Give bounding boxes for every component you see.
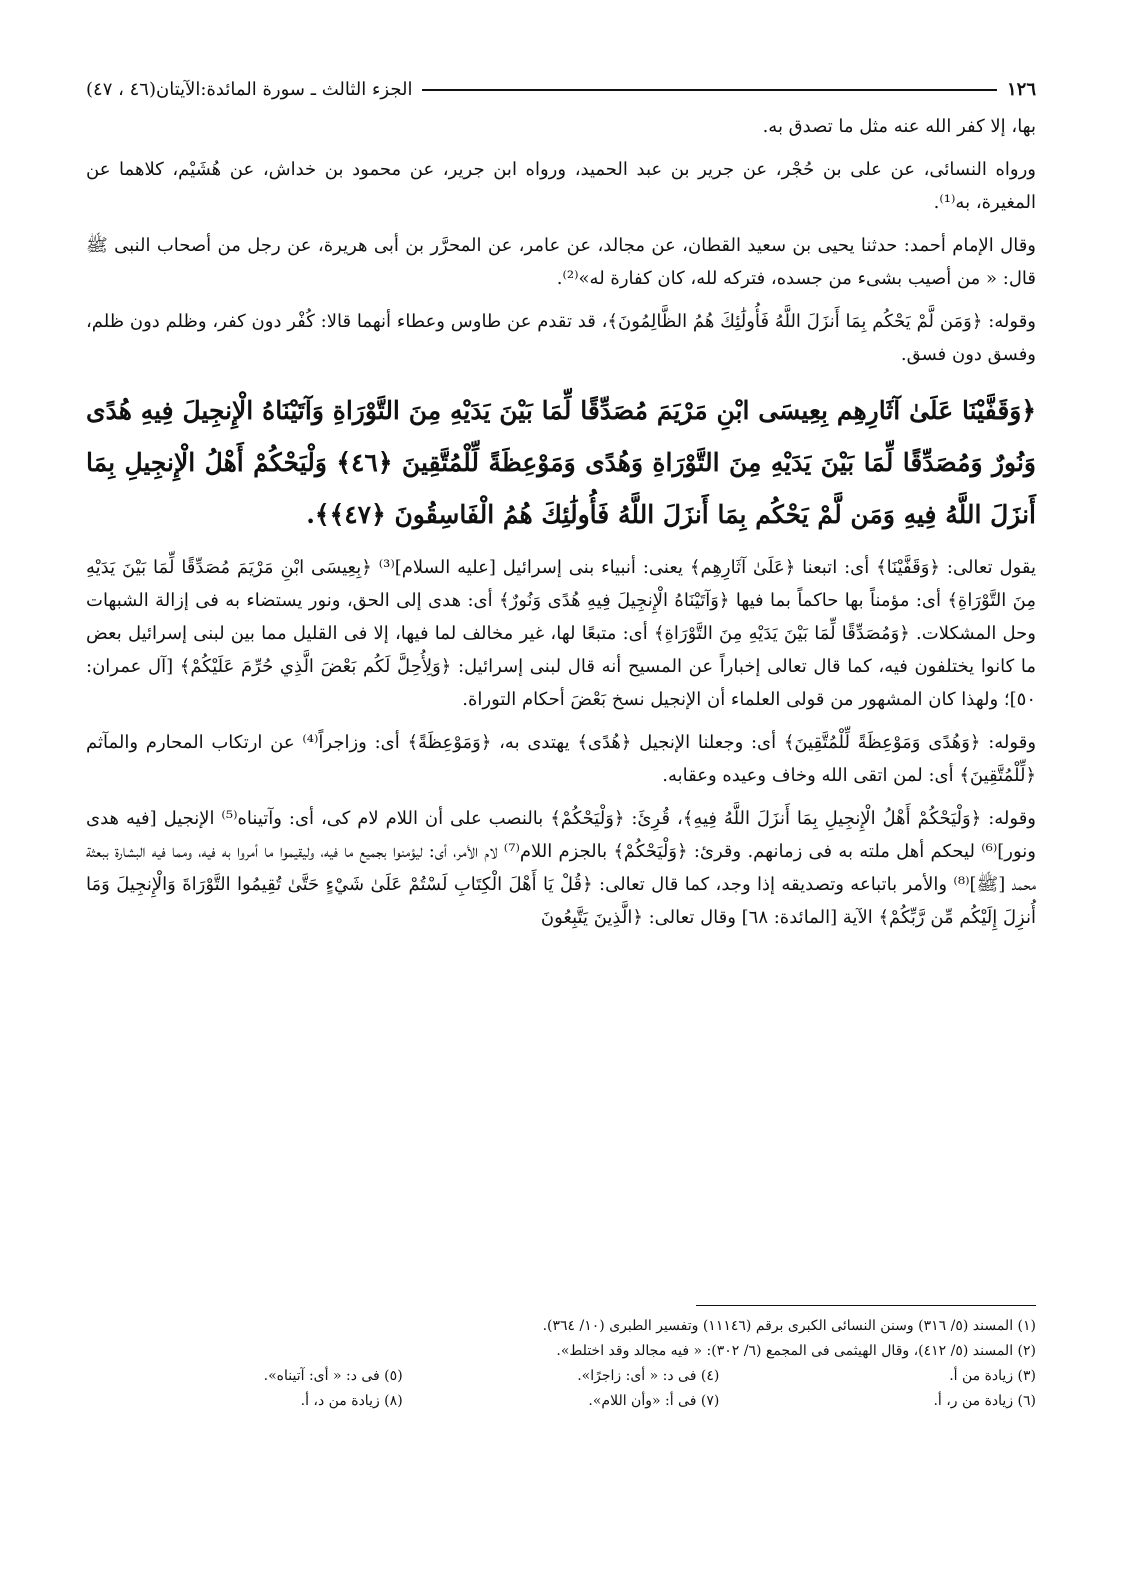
footnote-3: (٣) زيادة من أ. [949,1368,1036,1384]
footnote-6: (٦) زيادة من ر، أ. [933,1393,1036,1409]
footnote-5: (٥) فى د: « أى: آتيناه». [263,1368,403,1384]
footnote-4: (٤) فى د: « أى: زاجرًا». [577,1368,720,1384]
footnote-2: (٢) المسند (٥/ ٤١٢)، وقال الهيثمى فى المجمع (٦/ ٣٠٢): « فيه مجالد وقد اختلط». [556,1343,1036,1359]
footnote-1: (١) المسند (٥/ ٣١٦) وسنن النسائى الكبرى برقم (١١١٤٦) وتفسير الطبرى (١٠/ ٣٦٤). [542,1318,1036,1334]
paragraph-1: بها، إلا كفر الله عنه مثل ما تصدق به. [762,116,1036,137]
header-rule [422,89,997,91]
paragraph-3: وقال الإمام أحمد: حدثنا يحيى بن سعيد القطان، عن مجالد، عن عامر، عن المحرَّر بن أبى هريرة، عن رجل من أصحاب النبى ﷺ قال: « من أصيب بشىء من جسده، فتركه لله، كان كفارة له»⁽²⁾. [86,235,1036,289]
tafsir-paragraph-3: وقوله: ﴿وَلْيَحْكُمْ أَهْلُ الْإِنجِيلِ بِمَا أَنزَلَ اللَّهُ فِيهِ﴾، قُرِئَ: ﴿وَلْيَحْكُمْ﴾ بالنصب على أن اللام لام كى، أى: وآتيناه⁽⁵⁾ الإنجيل [فيه هدى ونور]⁽⁶⁾ ليحكم أهل ملته به فى زمانهم. وقرئ: ﴿وَلْيَحْكُمْ﴾ بالجزم اللام⁽⁷⁾ لام الأمر، أى: ليؤمنوا بجميع ما فيه، وليقيموا ما أمروا به فيه، ومما فيه البشارة ببعثة محمد [ﷺ]⁽⁸⁾ والأمر باتباعه وتصديقه إذا وجد، كما قال تعالى: ﴿قُلْ يَا أَهْلَ الْكِتَابِ لَسْتُمْ عَلَىٰ شَيْءٍ حَتَّىٰ تُقِيمُوا التَّوْرَاةَ وَالْإِنجِيلَ وَمَا أُنزِلَ إِلَيْكُم مِّن رَّبِّكُمْ﴾ الآية [المائدة: ٦٨] وقال تعالى: ﴿الَّذِينَ يَتَّبِعُونَ [86,808,1036,928]
tafsir-paragraph-2: وقوله: ﴿وَهُدًى وَمَوْعِظَةً لِّلْمُتَّقِينَ﴾ أى: وجعلنا الإنجيل ﴿هُدًى﴾ يهتدى به، ﴿وَمَوْعِظَةً﴾ أى: وزاجراً⁽⁴⁾ عن ارتكاب المحارم والمآثم ﴿لِّلْمُتَّقِينَ﴾ أى: لمن اتقى الله وخاف وعيده وعقابه. [86,732,1037,786]
paragraph-4: وقوله: ﴿وَمَن لَّمْ يَحْكُم بِمَا أَنزَلَ اللَّهُ فَأُولَٰئِكَ هُمُ الظَّالِمُونَ﴾، قد تقدم عن طاوس وعطاء أنهما قالا: كُفْر دون كفر، وظلم دون ظلم، وفسق دون فسق. [86,311,1036,365]
footnote-8: (٨) زيادة من د، أ. [300,1393,403,1409]
tafsir-paragraph-1: يقول تعالى: ﴿وَقَفَّيْنَا﴾ أى: اتبعنا ﴿عَلَىٰ آثَارِهِم﴾ يعنى: أنبياء بنى إسرائيل [عليه السلام]⁽³⁾ ﴿بِعِيسَى ابْنِ مَرْيَمَ مُصَدِّقًا لِّمَا بَيْنَ يَدَيْهِ مِنَ التَّوْرَاةِ﴾ أى: مؤمناً بها حاكماً بما فيها ﴿وَآتَيْنَاهُ الْإِنجِيلَ فِيهِ هُدًى وَنُورٌ﴾ أى: هدى إلى الحق، ونور يستضاء به فى إزالة الشبهات وحل المشكلات. ﴿وَمُصَدِّقًا لِّمَا بَيْنَ يَدَيْهِ مِنَ التَّوْرَاةِ﴾ أى: متبعًا لها، غير مخالف لما فيها، إلا فى القليل مما بين لبنى إسرائيل بعض ما كانوا يختلفون فيه، كما قال تعالى إخباراً عن المسيح أنه قال لبنى إسرائيل: ﴿وَلِأُحِلَّ لَكُم بَعْضَ الَّذِي حُرِّمَ عَلَيْكُمْ﴾ [آل عمران: ٥٠]؛ ولهذا كان المشهور من قولى العلماء أن الإنجيل نسخ بَعْضَ أحكام التوراة. [86,557,1036,710]
footnote-row-3 [86,1364,1036,1389]
page-number: ١٢٦ [1006,79,1036,100]
paragraph-2: ورواه النسائى، عن على بن حُجْر، عن جرير بن عبد الحميد، ورواه ابن جرير، عن محمود بن خداش، عن هُشَيْم، كلاهما عن المغيرة، به⁽¹⁾. [86,159,1036,213]
footnote-row-4 [86,1389,1036,1414]
header-title: الجزء الثالث ـ سورة المائدة:الآيتان(٤٦ ، ٤٧) [86,79,413,100]
running-header [86,78,1036,102]
footnote-rule [696,1305,1036,1306]
footnote-7: (٧) فى أ: «وأن اللام». [588,1393,720,1409]
quran-verse-block: ﴿وَقَفَّيْنَا عَلَىٰ آثَارِهِم بِعِيسَى ابْنِ مَرْيَمَ مُصَدِّقًا لِّمَا بَيْنَ يَدَيْهِ مِنَ التَّوْرَاةِ وَآتَيْنَاهُ الْإِنجِيلَ فِيهِ هُدًى وَنُورٌ وَمُصَدِّقًا لِّمَا بَيْنَ يَدَيْهِ مِنَ التَّوْرَاةِ وَهُدًى وَمَوْعِظَةً لِّلْمُتَّقِينَ ﴿٤٦﴾ وَلْيَحْكُمْ أَهْلُ الْإِنجِيلِ بِمَا أَنزَلَ اللَّهُ فِيهِ وَمَن لَّمْ يَحْكُم بِمَا أَنزَلَ اللَّهُ فَأُولَٰئِكَ هُمُ الْفَاسِقُونَ ﴿٤٧﴾﴾. [86,396,1036,529]
footnotes [86,1305,1036,1414]
